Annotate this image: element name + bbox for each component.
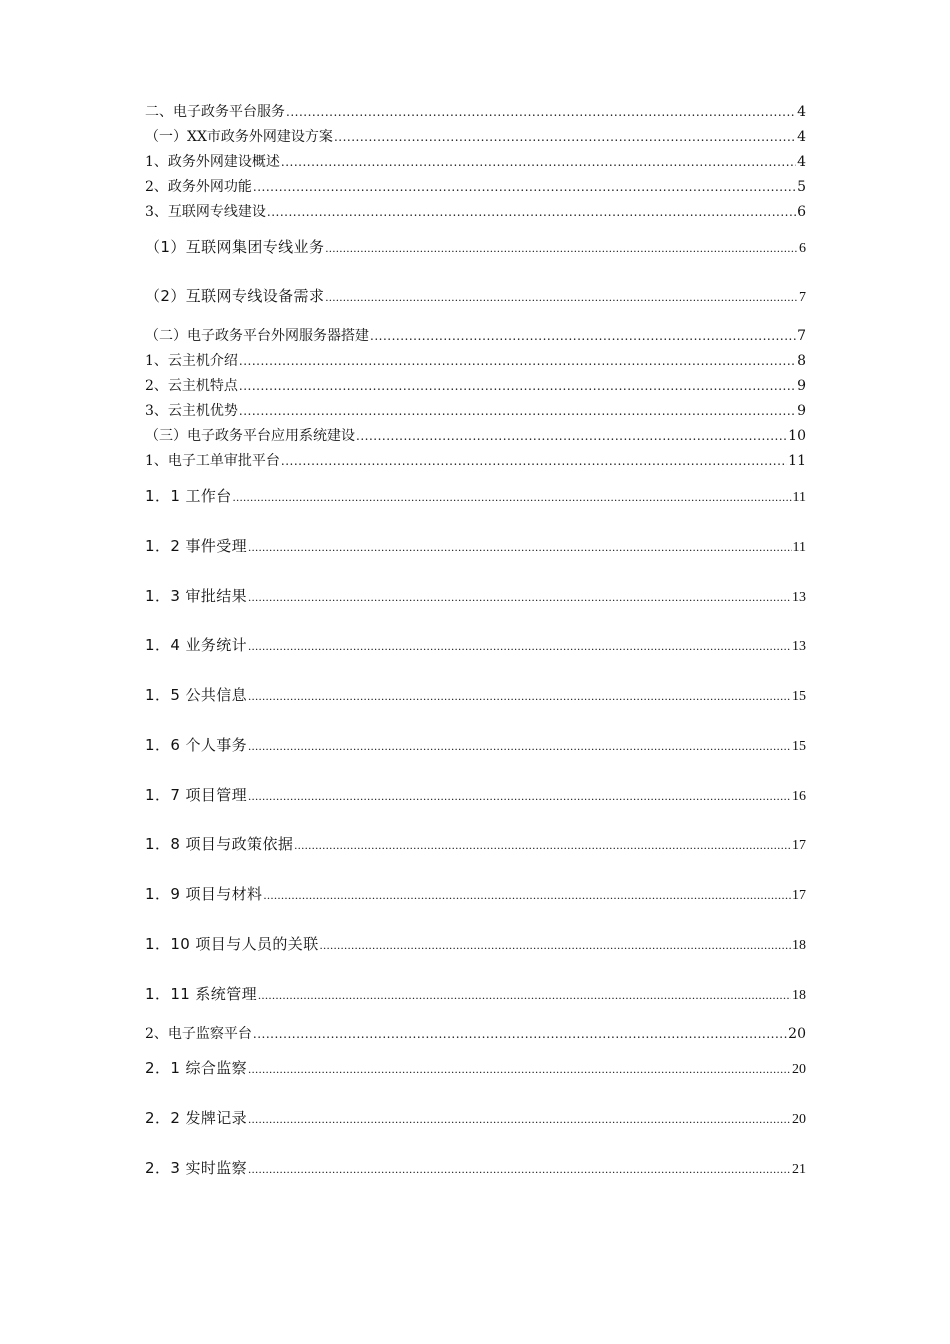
toc-entry[interactable] [145,684,806,706]
toc-leader-dots [281,152,796,172]
toc-entry[interactable] [145,152,806,172]
toc-page-number: 4 [797,154,806,170]
toc-page-number: 17 [792,838,806,853]
toc-leader-dots [248,1158,791,1180]
toc-entry-label: 1．9 项目与材料 [145,885,263,903]
toc-entry[interactable] [145,236,806,258]
toc-page-number: 20 [792,1112,806,1127]
toc-entry-label: 1、云主机介绍 [145,353,238,369]
toc-leader-dots [248,735,791,757]
toc-leader-dots [248,1058,791,1080]
toc-entry-label: 1．2 事件受理 [145,537,248,555]
toc-page-number: 11 [792,540,806,555]
toc-page-number: 5 [797,179,806,195]
toc-entry-label: 1．4 业务统计 [145,636,248,654]
toc-entry-label: 2、电子监察平台 [145,1026,252,1042]
toc-page-number: 15 [792,689,806,704]
toc-leader-dots [233,486,792,508]
toc-entry[interactable] [145,485,806,507]
toc-entry-label: 1．7 项目管理 [145,786,248,804]
toc-page-number: 4 [797,129,806,145]
toc-leader-dots [286,102,796,122]
toc-entry[interactable] [145,983,806,1005]
toc-entry[interactable] [145,1057,806,1079]
toc-entry[interactable] [145,351,806,371]
toc-page-number: 9 [797,378,806,394]
toc-entry-label: 1．11 系统管理 [145,985,257,1003]
toc-leader-dots [253,1024,787,1044]
toc-entry[interactable] [145,376,806,396]
toc-leader-dots [248,785,791,807]
toc-entry[interactable] [145,1107,806,1129]
toc-leader-dots [248,685,791,707]
toc-leader-dots [263,884,791,906]
toc-page-number: 21 [792,1162,806,1177]
toc-leader-dots [248,586,791,608]
toc-page-number: 6 [799,241,806,256]
toc-entry[interactable] [145,883,806,905]
toc-entry-label: 1．1 工作台 [145,487,232,505]
toc-entry[interactable] [145,1157,806,1179]
toc-page-number: 11 [792,490,806,505]
toc-leader-dots [334,127,796,147]
toc-entry-label: （三）电子政务平台应用系统建设 [145,428,355,444]
toc-entry-label: 2．2 发牌记录 [145,1109,248,1127]
toc-page-number: 18 [792,988,806,1003]
toc-page-number: 11 [788,453,806,469]
toc-page-number: 7 [799,290,806,305]
toc-page-number: 4 [797,104,806,120]
toc-entry-label: 2、云主机特点 [145,378,238,394]
toc-entry[interactable] [145,634,806,656]
toc-page-number: 7 [797,328,806,344]
toc-leader-dots [325,237,798,259]
toc-entry-label: 1．6 个人事务 [145,736,248,754]
toc-page-number: 6 [797,204,806,220]
toc-entry-label: 2、政务外网功能 [145,179,252,195]
toc-entry[interactable] [145,326,806,346]
toc-entry[interactable] [145,833,806,855]
toc-page-number: 20 [792,1062,806,1077]
toc-leader-dots [239,351,796,371]
toc-leader-dots [253,177,796,197]
toc-leader-dots [248,1108,791,1130]
toc-entry-label: 3、互联网专线建设 [145,204,266,220]
toc-leader-dots [258,984,791,1006]
toc-entry[interactable] [145,933,806,955]
toc-page-number: 10 [788,428,806,444]
toc-page-number: 17 [792,888,806,903]
toc-leader-dots [370,326,796,346]
toc-leader-dots [239,376,796,396]
toc-page-number: 13 [792,639,806,654]
toc-page-number: 20 [788,1026,806,1042]
toc-entry-label: 1．8 项目与政策依据 [145,835,294,853]
toc-entry[interactable] [145,202,806,222]
toc-leader-dots [356,426,787,446]
toc-page-number: 8 [797,353,806,369]
toc-entry[interactable] [145,585,806,607]
toc-page-number: 15 [792,739,806,754]
toc-entry-label: 3、云主机优势 [145,403,238,419]
toc-leader-dots [325,286,798,308]
toc-entry[interactable] [145,401,806,421]
toc-entry-label: （2）互联网专线设备需求 [145,287,325,305]
toc-entry[interactable] [145,734,806,756]
toc-entry-label: （二）电子政务平台外网服务器搭建 [145,328,369,344]
toc-leader-dots [267,202,796,222]
toc-entry-label: 1．10 项目与人员的关联 [145,935,319,953]
toc-page-number: 16 [792,789,806,804]
toc-leader-dots [281,451,787,471]
toc-leader-dots [239,401,796,421]
toc-entry[interactable] [145,426,806,446]
toc-entry[interactable] [145,177,806,197]
toc-entry-label: （一）XX市政务外网建设方案 [145,129,333,145]
toc-entry-label: 2．3 实时监察 [145,1159,248,1177]
toc-entry-label: 二、电子政务平台服务 [145,104,285,120]
toc-page-number: 13 [792,590,806,605]
toc-leader-dots [248,536,791,558]
toc-leader-dots [320,934,791,956]
toc-entry-label: 1．3 审批结果 [145,587,248,605]
toc-leader-dots [294,834,791,856]
toc-entry-label: 1．5 公共信息 [145,686,248,704]
toc-entry[interactable] [145,1024,806,1044]
toc-page-number: 18 [792,938,806,953]
toc-entry-label: 1、政务外网建设概述 [145,154,280,170]
toc-entry[interactable] [145,451,806,471]
toc-leader-dots [248,635,791,657]
toc-entry[interactable] [145,784,806,806]
toc-entry[interactable] [145,102,806,122]
toc-entry[interactable] [145,535,806,557]
toc-entry[interactable] [145,127,806,147]
toc-entry-label: 1、电子工单审批平台 [145,453,280,469]
toc-page-number: 9 [797,403,806,419]
toc-entry[interactable] [145,285,806,307]
toc-entry-label: （1）互联网集团专线业务 [145,238,325,256]
toc-entry-label: 2．1 综合监察 [145,1059,248,1077]
